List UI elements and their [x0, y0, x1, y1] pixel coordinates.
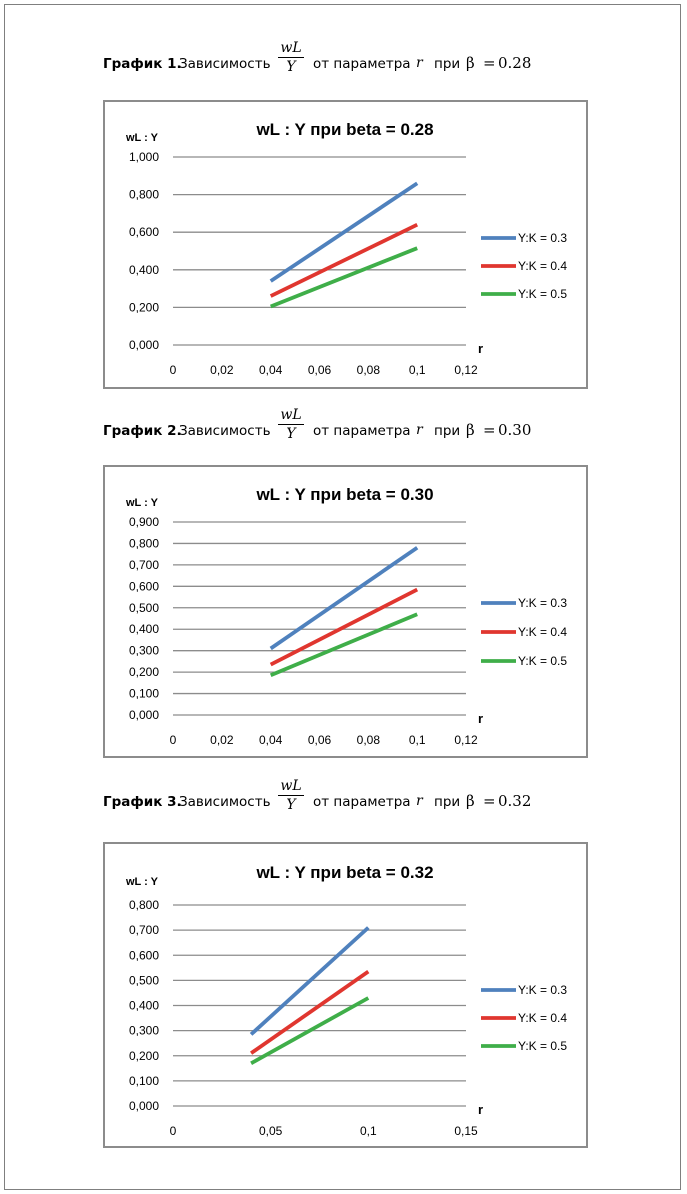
fraction-denominator: Y: [286, 59, 296, 75]
legend-label: Y:K = 0.5: [518, 287, 568, 301]
y-tick-label: 0,900: [128, 515, 159, 529]
chart-title: wL : Y при beta = 0.28: [256, 120, 434, 139]
y-axis-label: wL : Y: [126, 497, 158, 509]
y-tick-label: 0,600: [128, 579, 159, 594]
fraction-bar: [278, 795, 304, 796]
legend-label: Y:K = 0.4: [518, 1011, 568, 1025]
caption-text: при: [434, 56, 461, 72]
x-axis-label: r: [478, 1102, 484, 1117]
x-tick-label: 0: [169, 733, 177, 747]
y-tick-label: 0,400: [128, 622, 159, 637]
y-tick-label: 1,000: [128, 150, 159, 164]
caption-param: r: [416, 422, 423, 438]
caption-2: [103, 407, 563, 457]
y-tick-label: 0,300: [128, 1023, 159, 1038]
legend-label: Y:K = 0.4: [518, 625, 568, 639]
x-tick-label: 0,08: [356, 733, 381, 747]
chart-frame-2: [103, 465, 588, 758]
fraction-numerator: wL: [280, 40, 302, 56]
y-tick-label: 0,600: [128, 948, 159, 963]
caption-param: r: [416, 793, 423, 809]
series-line: [271, 248, 418, 306]
caption-text: Зависимость: [179, 794, 271, 810]
y-tick-label: 0,000: [128, 338, 159, 352]
caption-1: [103, 40, 563, 90]
y-tick-label: 0,700: [128, 557, 159, 572]
fraction-denominator: Y: [286, 797, 296, 813]
x-tick-label: 0,06: [307, 733, 332, 747]
chart-1: [105, 102, 586, 387]
y-tick-label: 0,800: [128, 536, 159, 551]
fraction: [278, 407, 304, 442]
fraction-numerator: wL: [280, 407, 302, 423]
caption-3: [103, 778, 563, 828]
caption-param: r: [416, 55, 423, 71]
x-axis-label: r: [478, 711, 484, 726]
chart-3: [105, 844, 586, 1146]
fraction-bar: [278, 424, 304, 425]
y-tick-label: 0,500: [128, 973, 159, 988]
x-tick-label: 0,05: [258, 1124, 283, 1138]
caption-value: 0.30: [498, 421, 532, 439]
caption-equals: =: [483, 54, 496, 72]
x-tick-label: 0,1: [408, 363, 426, 377]
caption-value: 0.28: [498, 54, 532, 72]
caption-beta: β: [466, 54, 475, 72]
caption-text: Зависимость: [179, 423, 271, 439]
y-tick-label: 0,800: [128, 898, 159, 912]
x-tick-label: 0,02: [210, 733, 234, 747]
y-tick-label: 0,200: [128, 1048, 159, 1063]
legend-label: Y:K = 0.3: [518, 983, 568, 997]
x-tick-label: 0,04: [258, 733, 283, 747]
caption-label: График 1.: [103, 56, 182, 72]
chart-title: wL : Y при beta = 0.32: [256, 863, 434, 882]
fraction: [278, 40, 304, 75]
caption-text: при: [434, 423, 461, 439]
y-tick-label: 0,100: [128, 686, 159, 701]
y-tick-label: 0,000: [128, 1099, 159, 1113]
legend-label: Y:K = 0.5: [518, 654, 568, 668]
x-tick-label: 0,1: [359, 1124, 377, 1138]
y-tick-label: 0,400: [128, 998, 159, 1013]
caption-text: при: [434, 794, 461, 810]
x-tick-label: 0: [169, 363, 177, 377]
x-axis-label: r: [478, 341, 484, 356]
legend-label: Y:K = 0.3: [518, 596, 568, 610]
fraction-numerator: wL: [280, 778, 302, 794]
caption-text: от параметра: [313, 794, 411, 810]
y-tick-label: 0,600: [128, 225, 159, 240]
y-axis-label: wL : Y: [126, 876, 158, 888]
x-tick-label: 0,08: [356, 363, 381, 377]
caption-text: от параметра: [313, 423, 411, 439]
y-tick-label: 0,000: [128, 708, 159, 722]
y-tick-label: 0,400: [128, 262, 159, 277]
y-tick-label: 0,200: [128, 300, 159, 315]
caption-value: 0.32: [498, 792, 532, 810]
x-tick-label: 0,1: [408, 733, 426, 747]
legend-label: Y:K = 0.4: [518, 259, 568, 273]
fraction: [278, 778, 304, 813]
caption-beta: β: [466, 421, 475, 439]
caption-text: от параметра: [313, 56, 411, 72]
y-tick-label: 0,200: [128, 665, 159, 680]
series-line: [271, 548, 418, 649]
x-tick-label: 0,15: [454, 1124, 478, 1138]
series-line: [271, 225, 418, 296]
x-tick-label: 0,02: [210, 363, 234, 377]
legend-label: Y:K = 0.3: [518, 231, 568, 245]
y-axis-label: wL : Y: [126, 132, 158, 144]
chart-frame-3: [103, 842, 588, 1148]
caption-label: График 3.: [103, 794, 182, 810]
x-tick-label: 0,06: [307, 363, 332, 377]
chart-title: wL : Y при beta = 0.30: [256, 485, 434, 504]
x-tick-label: 0: [169, 1124, 177, 1138]
y-tick-label: 0,700: [128, 923, 159, 938]
chart-2: [105, 467, 586, 756]
series-line: [271, 614, 418, 675]
x-tick-label: 0,12: [454, 363, 478, 377]
x-tick-label: 0,04: [258, 363, 283, 377]
series-line: [271, 590, 418, 665]
chart-frame-1: [103, 100, 588, 389]
y-tick-label: 0,100: [128, 1073, 159, 1088]
legend-label: Y:K = 0.5: [518, 1039, 568, 1053]
caption-beta: β: [466, 792, 475, 810]
x-tick-label: 0,12: [454, 733, 478, 747]
caption-text: Зависимость: [179, 56, 271, 72]
caption-label: График 2.: [103, 423, 182, 439]
caption-equals: =: [483, 792, 496, 810]
caption-equals: =: [483, 421, 496, 439]
y-tick-label: 0,300: [128, 643, 159, 658]
y-tick-label: 0,500: [128, 600, 159, 615]
fraction-bar: [278, 57, 304, 58]
fraction-denominator: Y: [286, 426, 296, 442]
y-tick-label: 0,800: [128, 187, 159, 202]
series-line: [251, 972, 368, 1054]
